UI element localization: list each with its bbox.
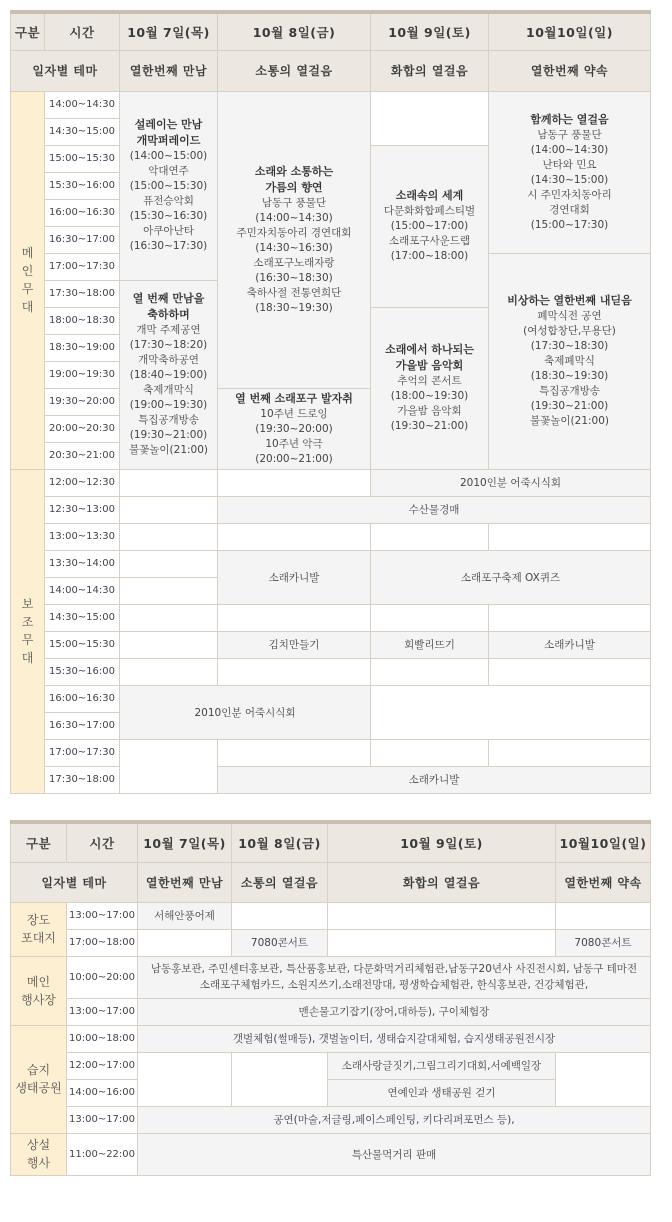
empty-cell — [232, 902, 328, 929]
theme-label: 일자별 테마 — [11, 862, 138, 902]
theme-day-9: 화합의 열걸음 — [371, 50, 489, 91]
event-block-day10-a: 함께하는 열걸음 남동구 풍물단 (14:00~14:30) 난타와 민요 (14:30~15:00) 시 주민자치동아리 경연대회 (15:00~17:30) — [489, 91, 651, 253]
empty-cell — [371, 658, 489, 685]
time-slot: 11:00~22:00 — [67, 1133, 138, 1175]
event-block-day9-a: 소래속의 세계 다문화화합페스티벌 (15:00~17:00) 소래포구사운드랩 (17:00~18:00) — [371, 145, 489, 307]
empty-cell — [371, 685, 651, 739]
theme-day-7: 열한번째 만남 — [138, 862, 232, 902]
category-jangdo: 장도 포대지 — [11, 902, 67, 956]
theme-day-9: 화합의 열걸음 — [328, 862, 556, 902]
time-slot: 16:00~16:30 — [45, 685, 120, 712]
time-slot: 18:30~19:00 — [45, 334, 120, 361]
theme-label: 일자별 테마 — [11, 50, 120, 91]
empty-cell — [371, 523, 489, 550]
time-slot: 14:00~14:30 — [45, 577, 120, 604]
empty-cell — [120, 577, 218, 604]
event-drawing-contest: 소래사랑글짓기,그림그리기대회,서예백일장 — [328, 1052, 556, 1079]
header-day-8: 10월 8일(금) — [218, 12, 371, 50]
header-day-9: 10월 9일(토) — [371, 12, 489, 50]
event-exhibition-halls: 남동홍보관, 주민센터홍보관, 특산품홍보관, 다문화먹거리체험관,남동구20년사 사진전시회, 남동구 테마전 소래포구체험카드, 소원지쓰기,소래전망대, 평생학습체험관, 한식홍보관, 건강체험관, — [138, 956, 651, 998]
empty-cell — [120, 631, 218, 658]
event-carnival-1: 소래카니발 — [218, 550, 371, 604]
time-slot: 15:30~16:00 — [45, 172, 120, 199]
theme-day-10: 열한번째 약속 — [489, 50, 651, 91]
empty-cell — [328, 929, 556, 956]
time-slot: 16:30~17:00 — [45, 712, 120, 739]
empty-cell — [120, 496, 218, 523]
sub-stage-label: 보 조 무 대 — [11, 469, 45, 793]
header-category: 구분 — [11, 12, 45, 50]
time-slot: 16:00~16:30 — [45, 199, 120, 226]
event-fish-grab: 맨손물고기잡기(장어,대하등), 구이체험장 — [138, 998, 651, 1025]
header-day-8: 10월 8일(금) — [232, 822, 328, 862]
time-slot: 13:00~17:00 — [67, 902, 138, 929]
time-slot: 15:30~16:00 — [45, 658, 120, 685]
empty-cell — [371, 91, 489, 145]
empty-cell — [218, 523, 371, 550]
time-slot: 19:30~20:00 — [45, 388, 120, 415]
event-seohae-ritual: 서해안풍어제 — [138, 902, 232, 929]
event-performances: 공연(마술,저글링,페이스페인팅, 키다리퍼포먼스 등), — [138, 1106, 651, 1133]
time-slot: 13:30~14:00 — [45, 550, 120, 577]
empty-cell — [556, 1052, 651, 1106]
event-auction-1: 2010인분 어죽시식회 — [371, 469, 651, 496]
event-sashimi: 회빨리뜨기 — [371, 631, 489, 658]
empty-cell — [232, 1052, 328, 1106]
time-slot: 12:00~12:30 — [45, 469, 120, 496]
empty-cell — [489, 604, 651, 631]
empty-cell — [120, 604, 218, 631]
empty-cell — [120, 523, 218, 550]
time-slot: 14:00~16:00 — [67, 1079, 138, 1106]
theme-day-8: 소통의 열걸음 — [218, 50, 371, 91]
event-block-day8-b: 열 번째 소래포구 발자취 10주년 드로잉 (19:30~20:00) 10주년 악극 (20:00~21:00) — [218, 388, 371, 469]
event-block-day9-b: 소래에서 하나되는 가을밤 음악회 추억의 콘서트 (18:00~19:30) 가을밤 음악회 (19:30~21:00) — [371, 307, 489, 469]
empty-cell — [138, 929, 232, 956]
event-carnival-3: 소래카니발 — [218, 766, 651, 793]
event-block-day7-a: 설레이는 만남 개막퍼레이드 (14:00~15:00) 악대연주 (15:00~15:30) 퓨전승악회 (15:30~16:30) 아쿠아난타 (16:30~17:30) — [120, 91, 218, 280]
category-permanent: 상설 행사 — [11, 1133, 67, 1175]
header-time: 시간 — [45, 12, 120, 50]
time-slot: 15:00~15:30 — [45, 631, 120, 658]
category-wetland: 습지 생태공원 — [11, 1025, 67, 1133]
event-food-sale: 특산물먹거리 판매 — [138, 1133, 651, 1175]
time-slot: 12:30~13:00 — [45, 496, 120, 523]
empty-cell — [371, 604, 489, 631]
main-stage-label: 메 인 무 대 — [11, 91, 45, 469]
empty-cell — [120, 739, 218, 793]
time-slot: 13:00~13:30 — [45, 523, 120, 550]
empty-cell — [218, 604, 371, 631]
header-day-7: 10월 7일(목) — [120, 12, 218, 50]
category-main-site: 메인 행사장 — [11, 956, 67, 1025]
event-seafood-auction: 수산물경매 — [218, 496, 651, 523]
header-time: 시간 — [67, 822, 138, 862]
main-schedule-table — [10, 10, 651, 794]
time-slot: 14:30~15:00 — [45, 118, 120, 145]
empty-cell — [138, 1052, 232, 1106]
theme-day-8: 소통의 열걸음 — [232, 862, 328, 902]
empty-cell — [328, 902, 556, 929]
time-slot: 17:00~17:30 — [45, 253, 120, 280]
empty-cell — [489, 523, 651, 550]
empty-cell — [218, 739, 371, 766]
time-slot: 16:30~17:00 — [45, 226, 120, 253]
event-concert-10: 7080콘서트 — [556, 929, 651, 956]
time-slot: 20:30~21:00 — [45, 442, 120, 469]
empty-cell — [371, 739, 489, 766]
time-slot: 15:00~15:30 — [45, 145, 120, 172]
time-slot: 17:00~18:00 — [67, 929, 138, 956]
time-slot: 13:00~17:00 — [67, 998, 138, 1025]
empty-cell — [218, 469, 371, 496]
side-event-table — [10, 820, 651, 1176]
empty-cell — [489, 658, 651, 685]
event-block-day7-b: 열 번째 만남을 축하하며 개막 주제공연 (17:30~18:20) 개막축하공연 (18:40~19:00) 축제개막식 (19:00~19:30) 특집공개방송 (19:30~21:00) 불꽃놀이(21:00) — [120, 280, 218, 469]
time-slot: 10:00~20:00 — [67, 956, 138, 998]
empty-cell — [120, 469, 218, 496]
event-celebrity-walk: 연예인과 생태공원 걷기 — [328, 1079, 556, 1106]
time-slot: 17:00~17:30 — [45, 739, 120, 766]
time-slot: 20:00~20:30 — [45, 415, 120, 442]
time-slot: 12:00~17:00 — [67, 1052, 138, 1079]
time-slot: 19:00~19:30 — [45, 361, 120, 388]
event-concert-8: 7080콘서트 — [232, 929, 328, 956]
theme-day-7: 열한번째 만남 — [120, 50, 218, 91]
event-block-day10-b: 비상하는 열한번째 내딛음 폐막식전 공연 (여성합창단,무용단) (17:30~18:30) 축제폐막식 (18:30~19:30) 특집공개방송 (19:30~21:00) 불꽃놀이(21:00) — [489, 253, 651, 469]
empty-cell — [489, 739, 651, 766]
time-slot: 14:30~15:00 — [45, 604, 120, 631]
empty-cell — [120, 658, 218, 685]
empty-cell — [120, 550, 218, 577]
header-day-9: 10월 9일(토) — [328, 822, 556, 862]
time-slot: 14:00~14:30 — [45, 91, 120, 118]
time-slot: 18:00~18:30 — [45, 307, 120, 334]
theme-day-10: 열한번째 약속 — [556, 862, 651, 902]
event-block-day8-a: 소래와 소통하는 가름의 향연 남동구 풍물단 (14:00~14:30) 주민자치동아리 경연대회 (14:30~16:30) 소래포구노래자랑 (16:30~18:30) 축하사절 전통연희단 (18:30~19:30) — [218, 91, 371, 388]
header-day-7: 10월 7일(목) — [138, 822, 232, 862]
header-day-10: 10월10일(일) — [556, 822, 651, 862]
event-mudflat: 갯벌체험(썰매등), 갯벌놀이터, 생태습지갈대체험, 습지생태공원전시장 — [138, 1025, 651, 1052]
time-slot: 13:00~17:00 — [67, 1106, 138, 1133]
empty-cell — [556, 902, 651, 929]
event-carnival-2: 소래카니발 — [489, 631, 651, 658]
time-slot: 17:30~18:00 — [45, 766, 120, 793]
time-slot: 10:00~18:00 — [67, 1025, 138, 1052]
empty-cell — [218, 658, 371, 685]
time-slot: 17:30~18:00 — [45, 280, 120, 307]
event-ox-quiz: 소래포구축제 OX퀴즈 — [371, 550, 651, 604]
event-kimchi: 김치만들기 — [218, 631, 371, 658]
event-auction-2: 2010인분 어죽시식회 — [120, 685, 371, 739]
header-category: 구분 — [11, 822, 67, 862]
header-day-10: 10월10일(일) — [489, 12, 651, 50]
